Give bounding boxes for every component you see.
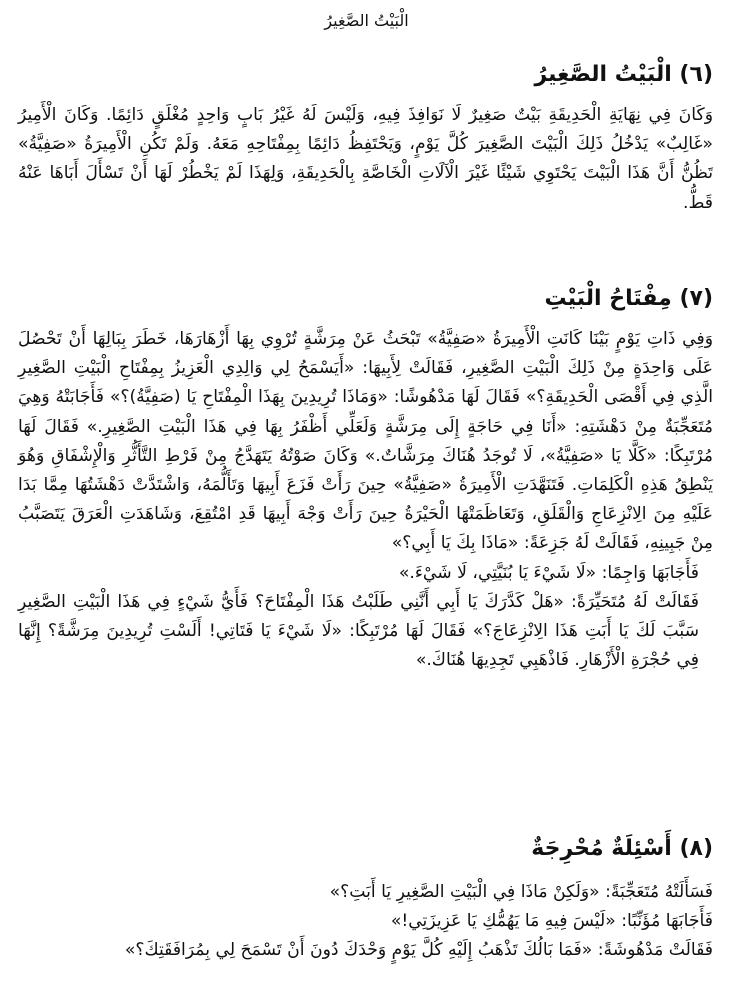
section-7-paragraph-1: وَفِي ذَاتِ يَوْمٍ بَيْنَا كَانَتِ الْأَمِيرَةُ «صَفِيَّةُ» تَبْحَثُ عَنْ مِرَشَّةٍ تُرْوِي بِهَا أَزْهَارَهَا، خَطَرَ بِبَالِهَا أَنْ تَحْصُلَ عَلَى وَاحِدَةٍ مِنْ ذَلِكَ الْبَيْتِ الصَّغِيرِ، فَقَالَتْ لِأَبِيهَا: «أَيَسْمَحُ لِي وَالِدِي الْعَزِيزُ بِمِفْتَاحِ الْبَيْتِ الصَّغِيرِ الَّذِي فِي أَقْصَى الْحَدِيقَةِ؟» فَقَالَ لَهَا مَدْهُوشًا: «وَمَاذَا تُرِيدِينَ بِهَذَا الْمِفْتَاحِ يَا (صَفِيَّةُ)؟» فَأَجَابَتْهُ وَهِيَ مُتَعَجِّبَةٌ مِنْ دَهْشَتِهِ: «أَنَا فِي حَاجَةٍ إِلَى مِرَشَّةٍ وَلَعَلِّي أَظْفَرُ بِهَا فِي هَذَا الْبَيْتِ الصَّغِيرِ.» فَقَالَ لَهَا مُرْتَبِكًا: «كَلَّا يَا «صَفِيَّةُ»، لَا تُوجَدُ هُنَاكَ مِرَشَّاتٌ.» وَكَانَ صَوْتُهُ يَتَهَدَّجُ مِنْ فَرْطِ التَّأَثُّرِ وَالْإِشْفَاقِ وَهُوَ يَنْطِقُ هَذِهِ الْكَلِمَاتِ. فَتَنَهَّدَتِ الْأَمِيرَةُ «صَفِيَّةُ» حِينَ رَأَتْ فَزَعَ أَبِيهَا وَتَأَلُّمَهُ، وَاشْتَدَّتْ دَهْشَتُهَا مِمَّا بَدَا عَلَيْهِ مِنَ الِانْزِعَاجِ وَالْقَلَقِ، وَتَعَاظَمَتْهَا الْحَيْرَةُ حِينَ رَأَتْ وَجْهَ أَبِيهَا قَدِ امْتُقِعَ، وَشَاهَدَتِ الْعَرَقَ يَتَصَبَّبُ مِنْ جَبِينِهِ، فَقَالَتْ لَهُ جَزِعَةً: «مَاذَا بِكَ يَا أَبِي؟» [18,329,713,554]
dialogue-line: فَقَالَتْ مَدْهُوشَةً: «فَمَا بَالُكَ تَذْهَبُ إِلَيْهِ كُلَّ يَوْمٍ وَحْدَكَ دُونَ أَنْ تَسْمَحَ لِي بِمُرَافَقَتِكَ؟» [124,940,713,961]
chapter-section-6 [18,58,713,218]
section-8-dialogue [18,878,713,966]
chapter-section-8 [18,832,713,966]
section-7-paragraph-2: فَأَجَابَهَا وَاجِمًا: «لَا شَيْءَ يَا بُنَيَّتِي، لَا شَيْءَ.» [398,562,699,583]
section-7-title: (٧) مِفْتَاحُ الْبَيْتِ [544,286,713,311]
chapter-section-7 [18,282,713,675]
section-8-title: (٨) أَسْئِلَةٌ مُحْرِجَةٌ [531,836,713,861]
section-7-paragraph-3: فَقَالَتْ لَهُ مُتَحَيِّرَةً: «هَلْ كَدَّرَكَ يَا أَبِي أَنَّنِي طَلَبْتُ هَذَا الْمِفْتَاحَ؟ فَأَيُّ شَيْءٍ فِي هَذَا الْبَيْتِ الصَّغِيرِ سَبَّبَ لَكَ يَا أَبَتِ هَذَا الِانْزِعَاجَ؟» فَقَالَ لَهَا مُرْتَبِكًا: «لَا شَيْءَ يَا فَتَاتِي! أَلَسْتِ تُرِيدِينَ مِرَشَّةً؟ إِنَّهَا فِي حُجْرَةِ الْأَزْهَارِ. فَاذْهَبِي تَجِدِيهَا هُنَاكَ.» [18,591,699,671]
dialogue-line: فَسَأَلَتْهُ مُتَعَجِّبَةً: «وَلَكِنْ مَاذَا فِي الْبَيْتِ الصَّغِيرِ يَا أَبَتِ؟» [329,882,713,902]
dialogue-line: فَأَجَابَهَا مُؤَنِّبًا: «لَيْسَ فِيهِ مَا يَهُمُّكِ يَا عَزِيزَتِي!» [390,911,713,932]
section-6-title: (٦) الْبَيْتُ الصَّغِيرُ [534,62,713,87]
section-6-paragraph: وَكَانَ فِي نِهَايَةِ الْحَدِيقَةِ بَيْتٌ صَغِيرٌ لَا نَوَافِذَ فِيهِ، وَلَيْسَ لَهُ غَيْرُ بَابٍ وَاحِدٍ مُغْلَقٍ دَائِمًا. وَكَانَ الْأَمِيرُ «غَالِبٌ» يَدْخُلُ ذَلِكَ الْبَيْتَ الصَّغِيرَ كُلَّ يَوْمٍ، وَيَحْتَفِظُ دَائِمًا بِمِفْتَاحِهِ مَعَهُ. وَلَمْ تَكُنِ الْأَمِيرَةُ «صَفِيَّةُ» تَظُنُّ أَنَّ هَذَا الْبَيْتَ يَحْتَوِي شَيْئًا غَيْرَ الْآلَاتِ الْخَاصَّةِ بِالْحَدِيقَةِ، وَلِهَذَا لَمْ يَخْطُرْ لَهَا أَنْ تَسْأَلَ أَبَاهَا عَنْهُ قَطُّ. [18,105,713,213]
running-header: الْبَيْتُ الصَّغِيرُ [324,11,409,30]
